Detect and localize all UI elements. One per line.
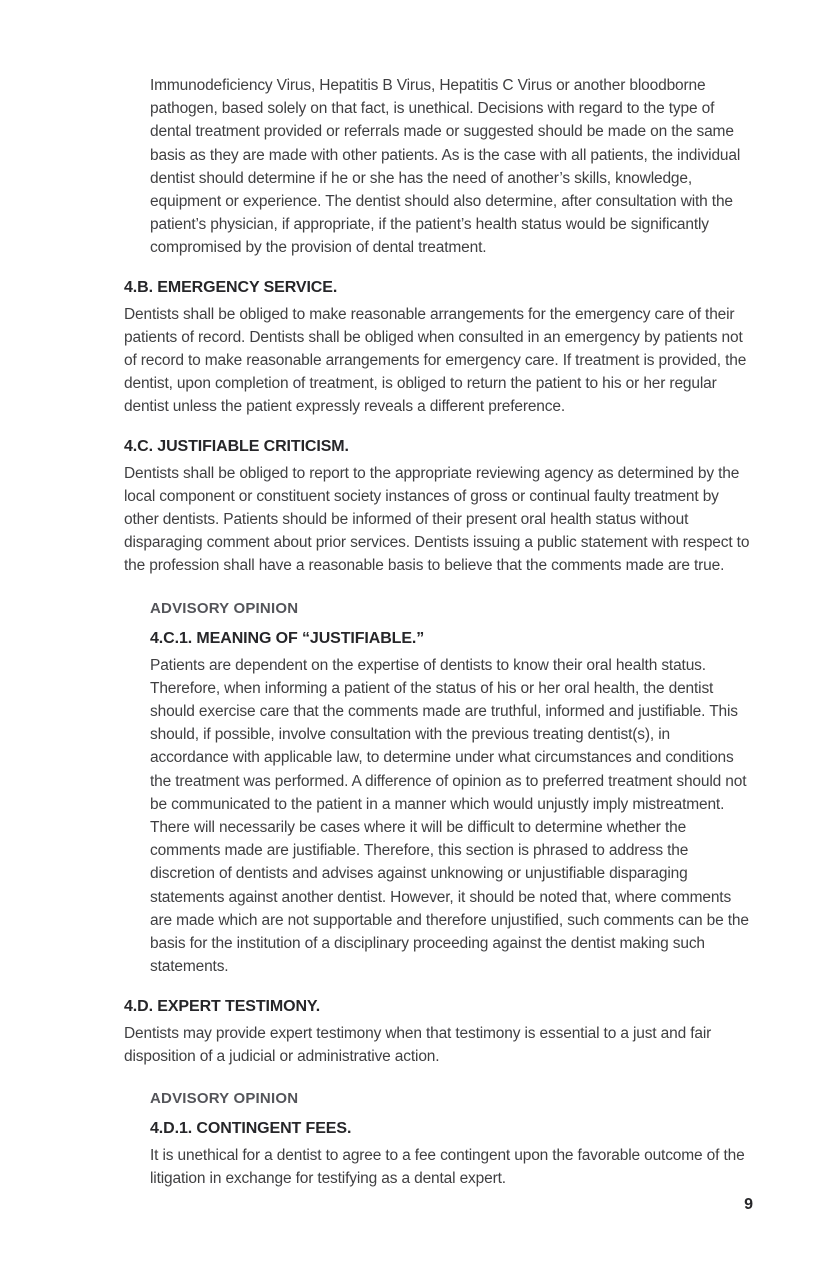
advisory-4d1-body: It is unethical for a dentist to agree to a fee contingent upon the favorable outcome of the litigation in exchange for testifying as a dental expert.: [150, 1146, 745, 1188]
advisory-4c1-body: Patients are dependent on the expertise of dentists to know their oral health status. Therefore, when informing a patient of the status of his or her oral health, the dentist should exercise care that the comments made are truthful, informed and justifiable. This should, if possible, involve consultation with the previous treating dentist(s), in accordance with applicable law, to determine under what circumstances and conditions the treatment was performed. A difference of opinion as to preferred treatment should not be communicated to the patient in a manner which would unjustly imply mistreatment. There will necessarily be cases where it will be difficult to determine whether the comments made are justifiable. Therefore, this section is phrased to address the discretion of dentists and advises against unknowing or unjustifiable disparaging statements against another dentist. However, it should be noted that, where comments are made which are not supportable and therefore unjustified, such comments can be the basis for the institution of a disciplinary proceeding against the dentist making such statements.: [150, 656, 749, 976]
section-4c-heading: 4.C. JUSTIFIABLE CRITICISM.: [124, 437, 349, 455]
section-4b: [124, 278, 752, 419]
advisory-4c1-heading: 4.C.1. MEANING OF “JUSTIFIABLE.”: [150, 629, 425, 647]
section-4c-advisory-opinion: [124, 600, 752, 979]
section-4d-body: Dentists may provide expert testimony when that testimony is essential to a just and fair disposition of a judicial or administrative action.: [124, 1024, 712, 1065]
section-4b-body: Dentists shall be obliged to make reasonable arrangements for the emergency care of their patients of record. Dentists shall be obliged when consulted in an emergency by patients not of record to make reasonable arrangements for emergency care. If treatment is provided, the dentist, upon completion of treatment, is obliged to return the patient to his or her regular dentist unless the patient expressly reveals a different preference.: [124, 305, 747, 416]
page-content: [124, 74, 752, 1208]
section-4b-heading: 4.B. EMERGENCY SERVICE.: [124, 278, 338, 296]
continuation-paragraph: Immunodeficiency Virus, Hepatitis B Virus, Hepatitis C Virus or another bloodborne pathogen, based solely on that fact, is unethical. Decisions with regard to the type of dental treatment provided or referrals made or suggested should be made on the same basis as they are made with other patients. As is the case with all patients, the individual dentist should determine if he or she has the need of another’s skills, knowledge, equipment or experience. The dentist should also determine, after consultation with the patient’s physician, if appropriate, if the patient’s health status would be significantly compromised by the provision of dental treatment.: [150, 77, 741, 257]
section-4d-advisory-opinion: [124, 1090, 752, 1190]
advisory-opinion-label: ADVISORY OPINION: [150, 599, 299, 617]
page-number: 9: [744, 1196, 753, 1213]
section-4c: [124, 437, 752, 979]
advisory-4d1-heading: 4.D.1. CONTINGENT FEES.: [150, 1119, 352, 1137]
section-4c-body: Dentists shall be obliged to report to the appropriate reviewing agency as determined by the local component or constituent society instances of gross or continual faulty treatment by other dentists. Patients should be informed of their present oral health status without disparaging comment about prior services. Dentists issuing a public statement with respect to the profession shall have a reasonable basis to believe that the comments made are true.: [124, 464, 750, 575]
section-4d-heading: 4.D. EXPERT TESTIMONY.: [124, 997, 321, 1015]
section-4d: [124, 997, 752, 1191]
advisory-opinion-label: ADVISORY OPINION: [150, 1089, 299, 1107]
